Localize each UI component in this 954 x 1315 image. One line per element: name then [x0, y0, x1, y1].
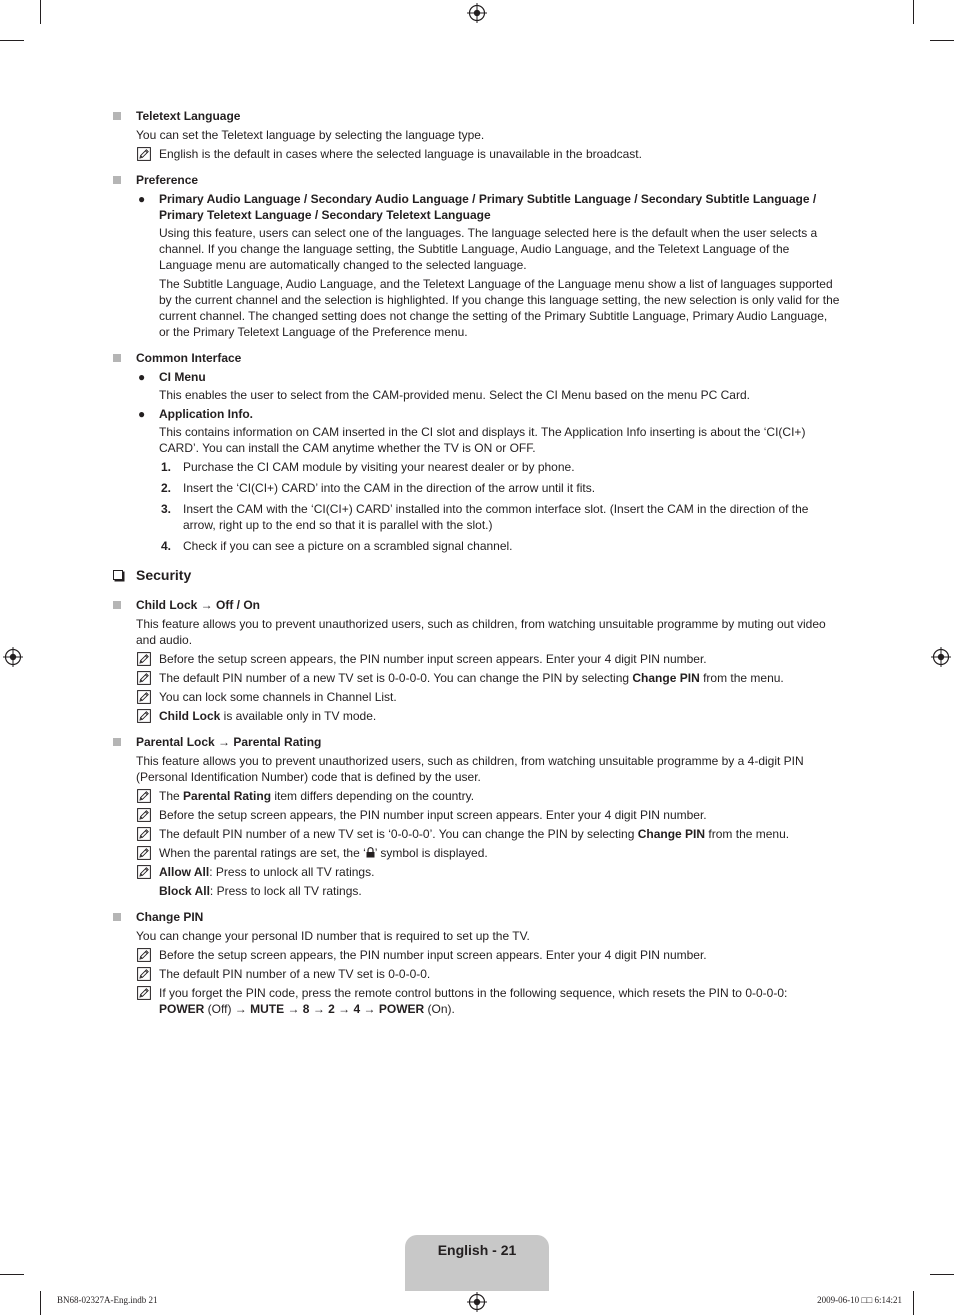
section-description: You can set the Teletext language by selecting the language type.	[136, 128, 485, 142]
sequence-key: POWER	[159, 1002, 205, 1016]
section-title: Parental Lock → Parental Rating	[136, 735, 322, 749]
security-heading	[111, 566, 841, 584]
note-text: item differs depending on the country.	[271, 789, 475, 803]
crop-mark	[930, 40, 954, 41]
sequence-text: →	[360, 1002, 379, 1016]
section-title: Preference	[136, 173, 199, 187]
crop-mark	[0, 40, 24, 41]
note	[136, 985, 841, 1017]
sequence-text: →	[284, 1002, 303, 1016]
section-title: Teletext Language	[136, 109, 241, 123]
square-bullet-icon	[113, 176, 121, 184]
note-text: The default PIN number of a new TV set is ‘0-0-0-0’. You can change the PIN by selecting	[159, 827, 638, 841]
sequence-text: (On).	[424, 1002, 455, 1016]
note-text: ’ symbol is displayed.	[374, 846, 488, 860]
note	[136, 826, 841, 842]
note-text: When the parental ratings are set, the ‘	[159, 846, 366, 860]
sequence-text: →	[309, 1002, 329, 1016]
bullet-title: CI Menu	[159, 370, 206, 384]
sequence-key: POWER	[378, 1002, 425, 1016]
note-text: You can lock some channels in Channel List.	[159, 690, 397, 704]
step-number: 1.	[161, 460, 172, 474]
step-text: Insert the CAM with the ‘CI(CI+) CARD’ installed into the common interface slot. (Insert the CAM in the direction of the arrow, right up to the end so that it is parallel with the slot.)	[183, 502, 809, 532]
step-text: Purchase the CI CAM module by visiting your nearest dealer or by phone.	[183, 460, 575, 474]
sequence-text: (Off) →	[204, 1002, 251, 1016]
section-child-lock	[111, 597, 841, 724]
section-description: This feature allows you to prevent unauthorized users, such as children, from watching unsuitable programme by a 4-digit PIN (Personal Identification Number) code that is defined by the user.	[136, 754, 804, 784]
note-pencil-icon	[137, 690, 151, 704]
square-bullet-icon	[113, 601, 121, 609]
list-item	[159, 501, 841, 533]
footer-filename: BN68-02327A-Eng.indb 21	[57, 1295, 158, 1305]
note	[136, 708, 841, 724]
note-text: is available only in TV mode.	[220, 709, 377, 723]
section-change-pin	[111, 909, 841, 1017]
note-text: : Press to unlock all TV ratings.	[209, 865, 375, 879]
heading-text: Security	[136, 567, 192, 583]
square-bullet-icon	[113, 112, 121, 120]
note-text: Before the setup screen appears, the PIN number input screen appears. Enter your 4 digit PIN number.	[159, 948, 707, 962]
step-text: Insert the ‘CI(CI+) CARD’ into the CAM in the direction of the arrow until it fits.	[183, 481, 596, 495]
note-bold-text: Change PIN	[637, 827, 706, 841]
note-pencil-icon	[137, 846, 151, 860]
registration-mark-icon	[3, 647, 23, 667]
note-text: If you forget the PIN code, press the remote control buttons in the following sequence, which resets the PIN to 0-0-0-0:	[159, 986, 788, 1000]
note-text: from the menu.	[705, 827, 790, 841]
note-text: Before the setup screen appears, the PIN number input screen appears. Enter your 4 digit PIN number.	[159, 808, 707, 822]
note-pencil-icon	[137, 865, 151, 879]
note-bold-text: Allow All	[159, 865, 210, 879]
sequence-key: 8	[302, 1002, 310, 1016]
registration-mark-icon	[467, 3, 487, 23]
note-pencil-icon	[137, 709, 151, 723]
note-bold-text: Block All	[159, 884, 210, 898]
note-text: The default PIN number of a new TV set is 0-0-0-0. You can change the PIN by selecting	[159, 671, 633, 685]
checkbox-square-icon	[113, 570, 123, 580]
note	[136, 807, 841, 823]
note-pencil-icon	[137, 652, 151, 666]
note-pencil-icon	[137, 827, 151, 841]
note-text: : Press to lock all TV ratings.	[209, 884, 362, 898]
note-text: The default PIN number of a new TV set is 0-0-0-0.	[159, 967, 431, 981]
list-item	[159, 459, 841, 475]
bullet-dot-icon: ●	[138, 407, 146, 421]
crop-mark	[913, 1291, 914, 1315]
crop-mark	[40, 1291, 41, 1315]
note	[136, 670, 841, 686]
sequence-key: MUTE	[250, 1002, 285, 1016]
bullet-item	[136, 406, 841, 456]
note	[136, 788, 841, 804]
lock-icon	[366, 847, 375, 858]
note-pencil-icon	[137, 789, 151, 803]
list-item	[159, 480, 841, 496]
note-pencil-icon	[137, 967, 151, 981]
crop-mark	[913, 0, 914, 24]
step-number: 4.	[161, 539, 172, 553]
step-text: Check if you can see a picture on a scrambled signal channel.	[183, 539, 513, 553]
page-number: English - 21	[437, 1242, 517, 1258]
page-content	[111, 108, 841, 1027]
sequence-text: →	[334, 1002, 354, 1016]
crop-mark	[0, 1274, 24, 1275]
registration-mark-icon	[931, 647, 951, 667]
reset-sequence	[159, 1001, 841, 1017]
note-pencil-icon	[137, 147, 151, 161]
note-pencil-icon	[137, 808, 151, 822]
note-bold-text: Child Lock	[159, 709, 221, 723]
bullet-dot-icon: ●	[138, 192, 146, 206]
note	[136, 146, 841, 162]
bullet-title: Application Info.	[159, 407, 253, 421]
note-text: English is the default in cases where the selected language is unavailable in the broadcast.	[159, 147, 642, 161]
bullet-description: Using this feature, users can select one of the languages. The language selected here is the default when the user selects a channel. If you change the language setting, the Subtitle Language, Audio Language, and the Teletext Language of the Language menu are automatically changed to the selected language.	[159, 226, 818, 272]
bullet-item	[136, 369, 841, 403]
note-text: Before the setup screen appears, the PIN number input screen appears. Enter your 4 digit PIN number.	[159, 652, 707, 666]
note-bold-text: Parental Rating	[183, 789, 272, 803]
bullet-description: This enables the user to select from the CAM-provided menu. Select the CI Menu based on the menu PC Card.	[159, 388, 750, 402]
note	[136, 864, 841, 899]
bullet-item	[136, 191, 841, 340]
note	[136, 651, 841, 667]
note-pencil-icon	[137, 948, 151, 962]
square-bullet-icon	[113, 738, 121, 746]
square-bullet-icon	[113, 913, 121, 921]
step-number: 3.	[161, 502, 172, 516]
section-common-interface	[111, 350, 841, 554]
crop-mark	[930, 1274, 954, 1275]
list-item	[159, 538, 841, 554]
section-title: Common Interface	[136, 351, 242, 365]
section-teletext-language	[111, 108, 841, 162]
bullet-title: Primary Audio Language / Secondary Audio Language / Primary Subtitle Language / Secondary Subtitle Language / Primary Teletext Language / Secondary Teletext Language	[159, 192, 817, 222]
section-parental-lock	[111, 734, 841, 899]
section-description: This feature allows you to prevent unauthorized users, such as children, from watching unsuitable programme by muting out video and audio.	[136, 617, 826, 647]
note-text: from the menu.	[699, 671, 784, 685]
crop-mark	[40, 0, 41, 24]
sequence-key: 4	[353, 1002, 361, 1016]
footer-datetime: 2009-06-10 □□ 6:14:21	[817, 1295, 902, 1305]
section-title: Change PIN	[136, 910, 204, 924]
square-bullet-icon	[113, 354, 121, 362]
step-number: 2.	[161, 481, 172, 495]
note	[136, 689, 841, 705]
note-pencil-icon	[137, 671, 151, 685]
numbered-list	[136, 459, 841, 554]
note	[136, 845, 841, 861]
note-bold-text: Change PIN	[632, 671, 700, 685]
note-text: The	[159, 789, 184, 803]
note	[136, 947, 841, 963]
note	[136, 966, 841, 982]
bullet-description: The Subtitle Language, Audio Language, and the Teletext Language of the Language menu show a list of languages supported by the current channel and the selection is highlighted. If you change this language setting, the new selection is only valid for the current channel. The changed setting does not change the setting of the Primary Subtitle Language, Primary Audio Language, or the Primary Teletext Language of the Preference menu.	[159, 277, 840, 339]
registration-mark-icon	[467, 1292, 487, 1312]
section-preference	[111, 172, 841, 340]
bullet-description: This contains information on CAM inserted in the CI slot and displays it. The Application Info inserting is about the ‘CI(CI+) CARD’. You can install the CAM anytime whether the TV is ON or OFF.	[159, 425, 806, 455]
section-description: You can change your personal ID number that is required to set up the TV.	[136, 929, 530, 943]
section-title: Child Lock → Off / On	[136, 598, 260, 612]
note-pencil-icon	[137, 986, 151, 1000]
sequence-key: 2	[328, 1002, 335, 1016]
bullet-dot-icon: ●	[138, 370, 146, 384]
